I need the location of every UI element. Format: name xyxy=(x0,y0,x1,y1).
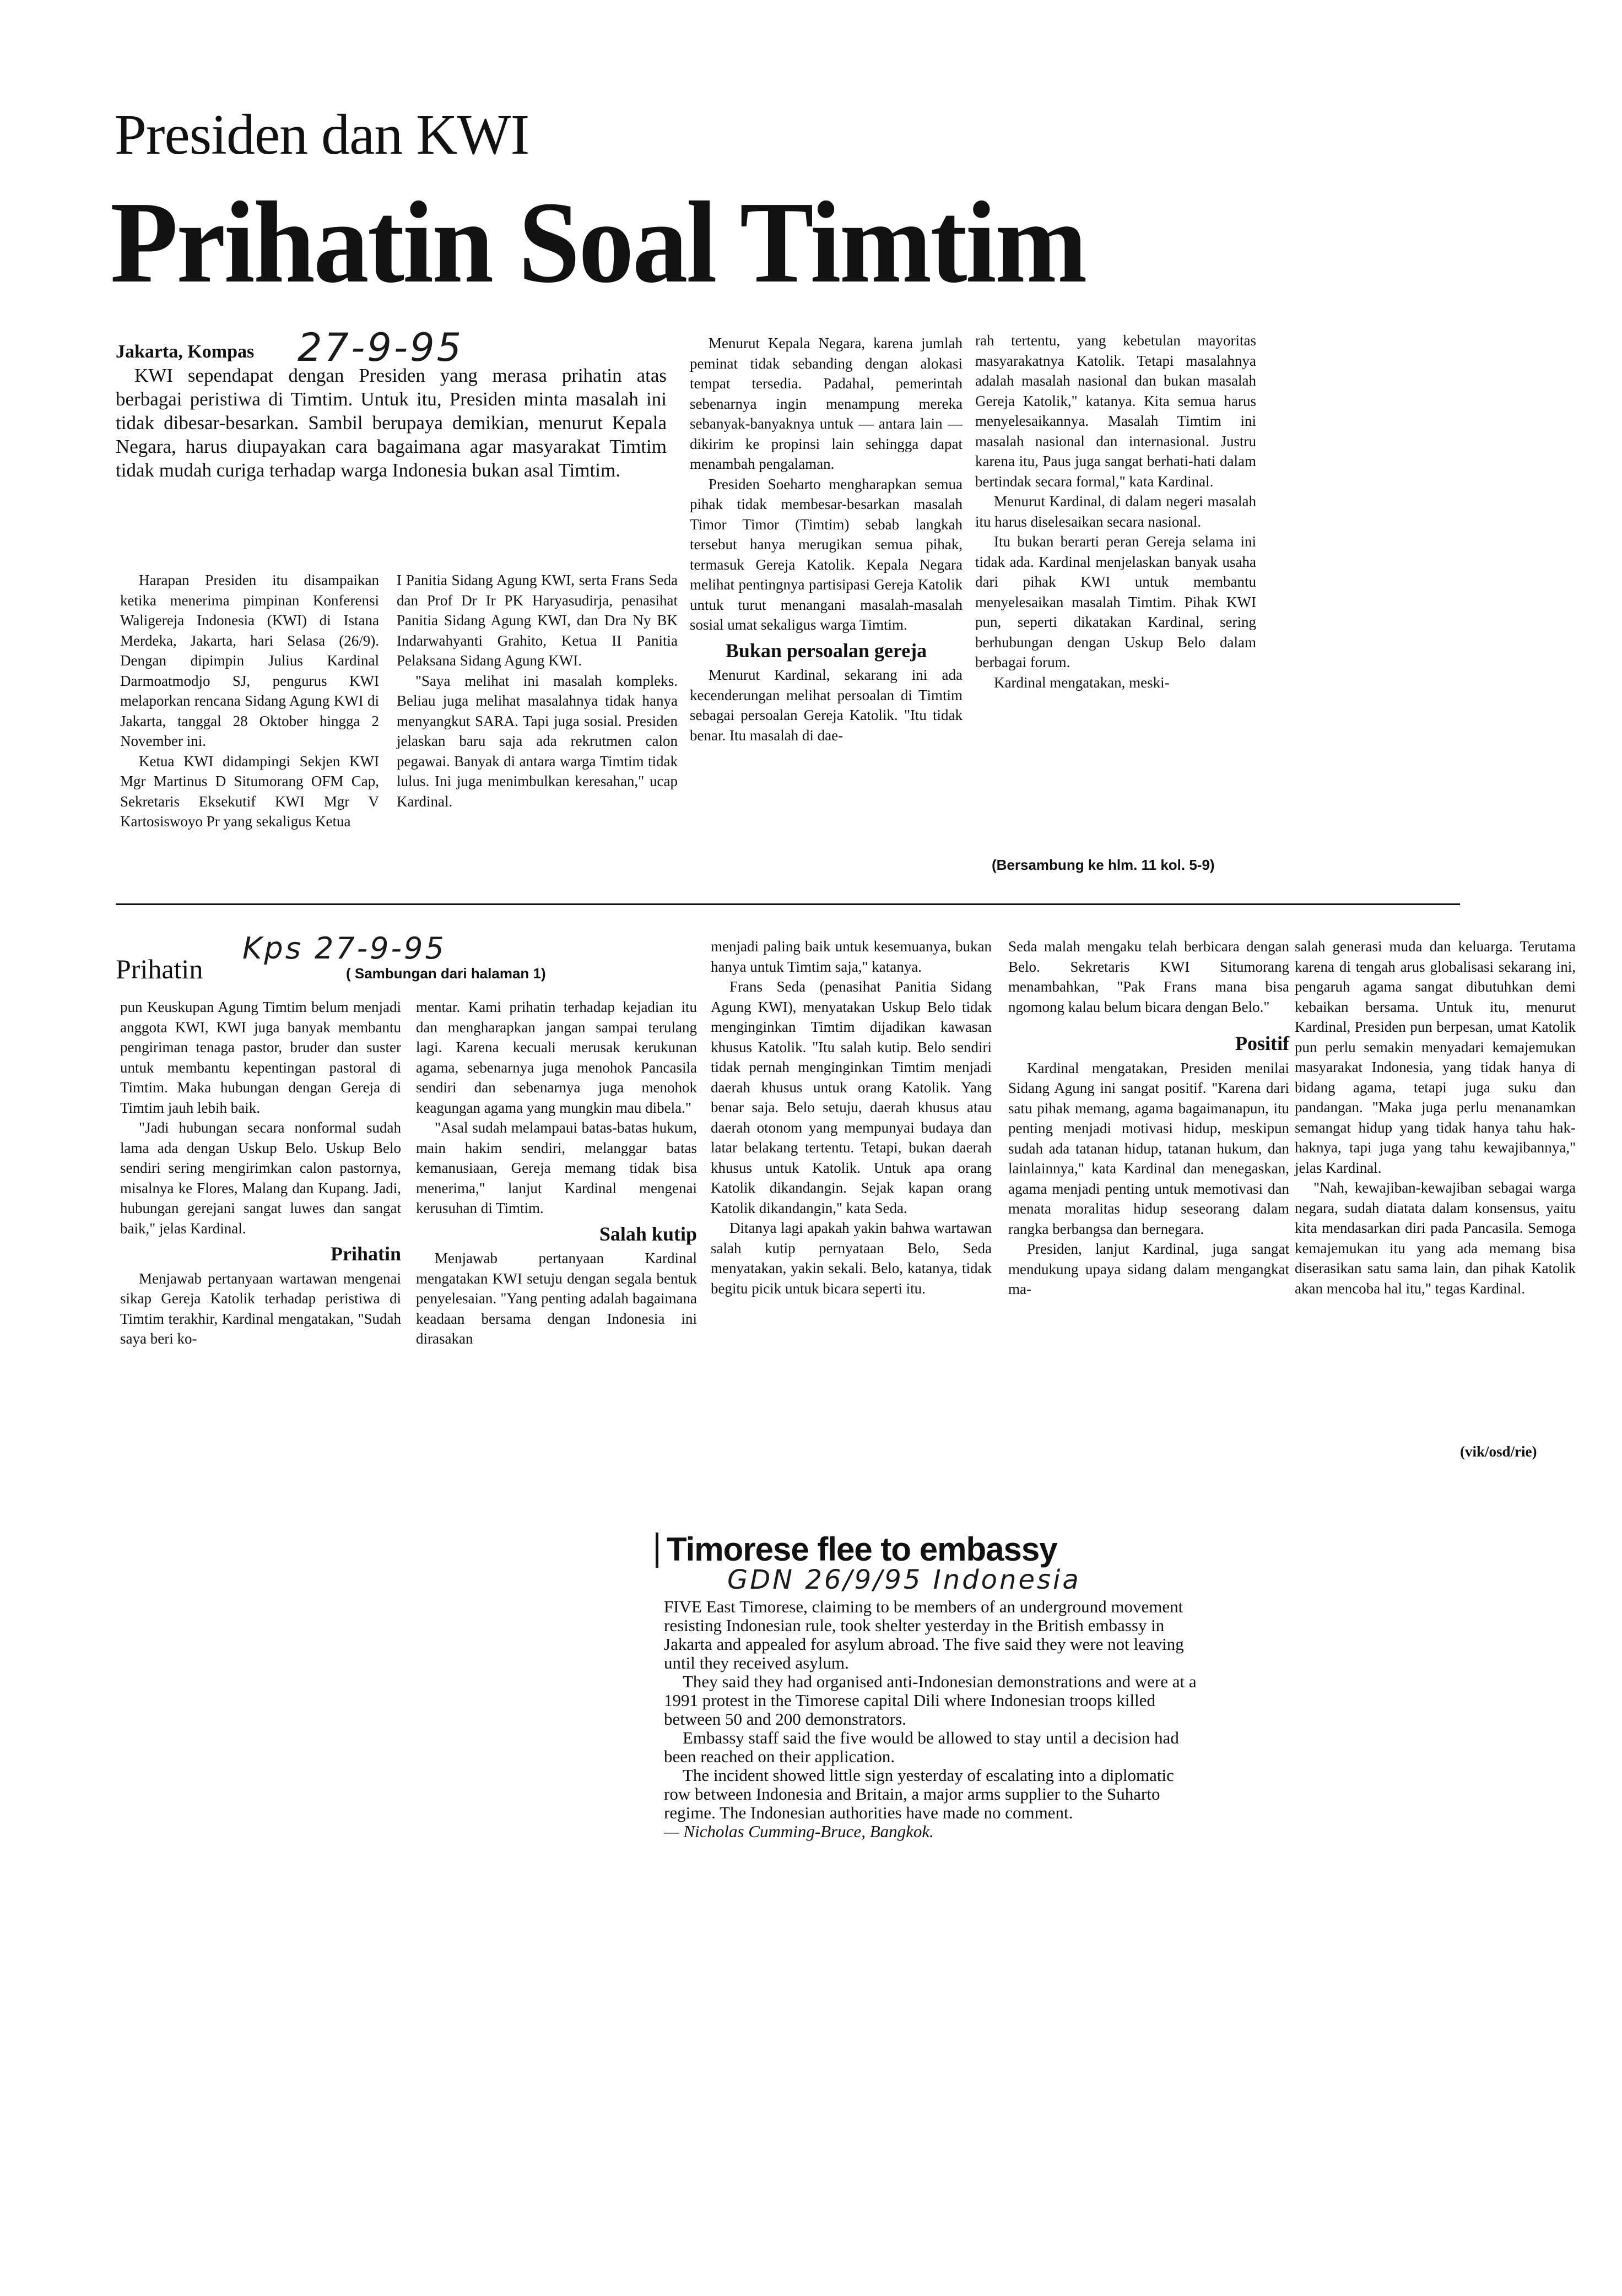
headline-bar xyxy=(656,1533,658,1568)
continued-from: ( Sambungan dari halaman 1) xyxy=(346,965,546,982)
paragraph: They said they had organised anti-Indonesian demonstrations and were at a 1991 protest in the Timorese capital Dili where Indonesian troops killed between 50 and 200 demonstrators. xyxy=(664,1672,1197,1729)
subheading: Positif xyxy=(1235,1032,1289,1054)
paragraph: "Asal sudah melampaui batas-batas hukum, main hakim sendiri, melanggar batas kemanusiaan, Gereja memang tidak bisa menerima," lanjut Kardinal mengenai kerusuhan di Timtim. xyxy=(416,1119,697,1216)
paragraph: Ditanya lagi apakah yakin bahwa wartawan salah kutip pernyataan Belo, Seda menyatakan, yakin sekali. Belo, katanya, tidak begitu picik untuk bicara seperti itu. xyxy=(711,1220,992,1297)
paragraph: I Panitia Sidang Agung KWI, serta Frans Seda dan Prof Dr Ir PK Haryasudirja, penasihat Panitia Sidang Agung KWI, dan Dra Ny BK Indarwahyanti Grahito, Ketua II Panitia Pelaksana Sidang Agung KWI. xyxy=(397,572,678,669)
paragraph: Menjawab pertanyaan wartawan mengenai sikap Gereja Katolik terhadap peristiwa di Timtim terakhir, Kardinal mengatakan, "Sudah saya beri ko- xyxy=(120,1270,401,1347)
paragraph: Menurut Kardinal, sekarang ini ada kecenderungan melihat persoalan di Timtim sebagai persoalan Gereja Katolik. "Itu tidak benar. Itu masalah di dae- xyxy=(690,667,963,744)
separator-rule xyxy=(116,903,1460,905)
paragraph: FIVE East Timorese, claiming to be members of an underground movement resisting Indonesian rule, took shelter yesterday in the British embassy in Jakarta and appealed for asylum abroad. The five said they were not leaving until they received asylum. xyxy=(664,1597,1184,1672)
paragraph: Menurut Kepala Negara, karena jumlah peminat tidak sebanding dengan alokasi tempat tersedia. Padahal, pemerintah sebenarnya ingin menampung mereka sebanyak-banyaknya untuk — antara lain — dikirim ke propinsi lain sehingga dapat menambah pengalaman. xyxy=(690,335,963,472)
paragraph: rah tertentu, yang kebetulan mayoritas masyarakatnya Katolik. Tetapi masalahnya adalah masalah nasional dan bukan masalah Gereja Katolik," katanya. Kita semua harus menyelesaikannya. Masalah Timtim ini masalah nasional dan internasional. Justru karena itu, Paus juga sangat berhati-hati dalam bertindak secara formal," kata Kardinal. xyxy=(975,332,1256,490)
article2-column-3 xyxy=(711,936,992,1298)
paragraph: mentar. Kami prihatin terhadap kejadian itu dan mengharapkan jangan sampai terulang lagi. Karena kecuali merusak kerukunan agama, sebenarnya juga menohok Pancasila sendiri dan sebenarnya juga menohok keagungan agama yang mungkin mau dibela." xyxy=(416,999,697,1116)
article2-column-2 xyxy=(416,997,697,1349)
article1-column-2 xyxy=(397,570,678,811)
paragraph: Seda malah mengaku telah berbicara dengan Belo. Sekretaris KWI Situmorang menambahkan, "Pak Frans mana bisa ngomong kalau belum bicara dengan Belo." xyxy=(1008,938,1289,1015)
subheading: Prihatin xyxy=(330,1243,401,1265)
paragraph: Kardinal mengatakan, meski- xyxy=(994,674,1170,691)
paragraph: Menurut Kardinal, di dalam negeri masalah itu harus diselesaikan secara nasional. xyxy=(975,493,1256,530)
paragraph: "Saya melihat ini masalah kompleks. Beliau juga melihat masalahnya tidak hanya menyangkut SARA. Tapi juga sosial. Presiden jelaskan baru saja ada rekrutmen calon pegawai. Banyak di antara warga Timtim tidak lulus. Ini juga menimbulkan keresahan," ucap Kardinal. xyxy=(397,672,678,810)
paragraph: "Jadi hubungan secara nonformal sudah lama ada dengan Uskup Belo. Uskup Belo sendiri sering mengirimkan calon pastornya, misalnya ke Flores, Malang dan Kupang. Jadi, hubungan gerejani sangat luwes dan sangat baik," jelas Kardinal. xyxy=(120,1119,401,1237)
subheading: Salah kutip xyxy=(599,1222,697,1245)
paragraph: The incident showed little sign yesterday of escalating into a diplomatic row between Indonesia and Britain, a major arms supplier to the Suharto regime. The Indonesian authorities have made no comment. xyxy=(664,1766,1174,1822)
dateline: Jakarta, Kompas xyxy=(116,342,255,362)
paragraph: "Nah, kewajiban-kewajiban sebagai warga negara, sudah diatata dalam konsensus, yaitu kita mendasarkan diri pada Pancasila. Semoga kemajemukan itu yang ada memang bisa diserasikan satu sama lain, dan pihak Katolik akan mencoba hal itu," tegas Kardinal. xyxy=(1295,1179,1576,1297)
article3-body xyxy=(664,1598,1198,1841)
article2-column-1 xyxy=(120,997,401,1349)
article1-column-4 xyxy=(975,331,1256,692)
lead-paragraph: KWI sependapat dengan Presiden yang merasa prihatin atas berbagai peristiwa di Timtim. Untuk itu, Presiden minta masalah ini tidak dibesar-besarkan. Sambil berupaya demikian, menurut Kepala Negara, harus diupayakan cara bagaimana agar masyarakat Timtim tidak mudah curiga terhadap warga Indonesia bukan asal Timtim. xyxy=(116,365,667,481)
paragraph: Ketua KWI didampingi Sekjen KWI Mgr Martinus D Situmorang OFM Cap, Sekretaris Eksekutif KWI Mgr V Kartosiswoyo Pr yang sekaligus Ketua xyxy=(120,752,379,830)
paragraph: Frans Seda (penasihat Panitia Sidang Agung KWI), menyatakan Uskup Belo tidak menginginkan Timtim dijadikan kawasan khusus Katolik. "Itu salah kutip. Belo sendiri tidak pernah menginginkan Timtim menjadi daerah khusus untuk orang Katolik. Yang benar saja. Belo setuju, daerah khusus atau daerah otonom yang mempunyai budaya dan latar belakang tertentu. Tetapi, bukan daerah khusus untuk Katolik. Untuk apa orang Katolik dikandangin. Sejak kapan orang Katolik dikandangin," kata Seda. xyxy=(711,978,992,1216)
handwritten-note: GDN 26/9/95 Indonesia xyxy=(727,1564,1081,1595)
continuation-label: Prihatin xyxy=(116,954,203,984)
paragraph: Presiden Soeharto mengharapkan semua pihak tidak membesar-besarkan masalah Timor Timor (Timtim) sebab langkah tersebut hanya merugikan semua pihak, termasuk Gereja Katolik. Kepala Negara melihat pentingnya partisipasi Gereja Katolik untuk turut menangani masalah-masalah sosial umat sekaligus warga Timtim. xyxy=(690,475,963,633)
paragraph: Menjawab pertanyaan Kardinal mengatakan KWI setuju dengan segala bentuk penyelesaian. "Yang penting adalah bagaimana keadaan bersama dengan Indonesia ini dirasakan xyxy=(416,1250,697,1347)
article-kicker: Presiden dan KWI xyxy=(115,103,529,166)
byline: (vik/osd/rie) xyxy=(1460,1443,1537,1460)
article3-headline: Timorese flee to embassy xyxy=(667,1531,1057,1568)
handwritten-date: 27-9-95 xyxy=(298,325,464,370)
paragraph: Kardinal mengatakan, Presiden menilai Sidang Agung ini sangat positif. "Karena dari satu pihak memang, agama bagaimanapun, itu penting menjadi motivasi hidup, meskipun sudah ada tatanan hidup, tatanan hukum, dan lainlainnya," kata Kardinal dan menegaskan, agama menjadi penting untuk memotivasi dan menata moralitas hidup seseorang dalam rangka berbangsa dan bernegara. xyxy=(1008,1059,1289,1237)
subheading: Bukan persoalan gereja xyxy=(725,639,927,662)
article2-column-4 xyxy=(1008,936,1289,1299)
article2-column-5 xyxy=(1295,936,1576,1298)
paragraph: pun Keuskupan Agung Timtim belum menjadi anggota KWI, KWI juga banyak membantu pengiriman tenaga pastor, bruder dan suster untuk membantu kepentingan pastoral di Timtim. Maka hubungan dengan Gereja di Timtim jauh lebih baik. xyxy=(120,999,401,1116)
byline: — Nicholas Cumming-Bruce, Bangkok. xyxy=(664,1822,934,1841)
paragraph: Harapan Presiden itu disampaikan ketika menerima pimpinan Konferensi Waligereja Indonesia (KWI) di Istana Merdeka, Jakarta, hari Selasa (26/9). Dengan dipimpin Julius Kardinal Darmoatmodjo SJ, pengurus KWI melaporkan rencana Sidang Agung KWI di Jakarta, tanggal 28 Oktober hingga 2 November ini. xyxy=(120,572,379,749)
paragraph: Embassy staff said the five would be allowed to stay until a decision had been reached on their application. xyxy=(664,1728,1179,1766)
paragraph: Presiden, lanjut Kardinal, juga sangat mendukung upaya sidang dalam mengangkat ma- xyxy=(1008,1241,1289,1297)
continued-note: (Bersambung ke hlm. 11 kol. 5-9) xyxy=(992,857,1215,873)
handwritten-note: Kps 27-9-95 xyxy=(242,931,446,966)
paragraph: menjadi paling baik untuk kesemuanya, bukan hanya untuk Timtim saja," katanya. xyxy=(711,938,992,975)
article1-column-1 xyxy=(120,570,379,832)
paragraph: salah generasi muda dan keluarga. Terutama karena di tengah arus globalisasi sekarang ini, pengaruh agama sangat dibutuhkan demi kebaikan bersama. Untuk itu, menurut Kardinal, Presiden pun berpesan, umat Katolik pun perlu semakin menyadari kemajemukan masyarakat Indonesia, yang tidak hanya di bidang agama, tetapi juga suku dan pandangan. "Maka juga perlu menanamkan semangat hidup yang tidak hanya tahu hak-haknya, tapi juga yang tahu kewajibannya," jelas Kardinal. xyxy=(1295,938,1576,1176)
paragraph: Itu bukan berarti peran Gereja selama ini tidak ada. Kardinal menjelaskan banyak usaha dari pihak KWI untuk membantu menyelesaikan masalah Timtim. Pihak KWI pun, seperti dikatakan Kardinal, sering berhubungan dengan Uskup Belo dalam berbagai forum. xyxy=(975,533,1256,670)
article-headline: Prihatin Soal Timtim xyxy=(110,177,1086,307)
article1-column-3 xyxy=(690,333,963,745)
